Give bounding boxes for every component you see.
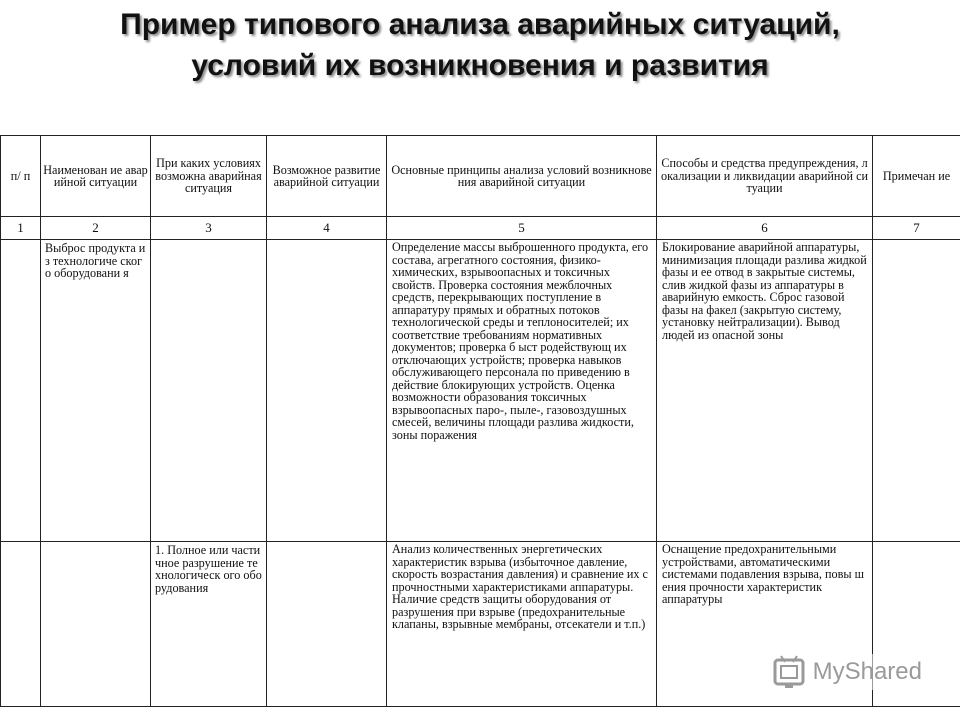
title-line-1: Пример типового анализа аварийных ситуаций, [120, 8, 840, 41]
title-line-2: условий их возникновения и развития [191, 49, 769, 82]
column-number: 5 [387, 217, 657, 240]
table-cell: Блокирование аварийной аппаратуры, минимизация площади разлива жидкой фазы и ее отвод в закрытые системы, слив жидкой фазы из аппаратуры в аварийную емкость. Сброс газовой фазы на факел (закрытую систему, установку нейтрализации). Вывод людей из опасной зоны [657, 240, 873, 542]
table-row [1, 240, 960, 542]
table-cell: Оснащение предохранительными устройствами, автоматическими системами подавления взрыва, повы ш ения прочности характеристик аппаратуры [657, 542, 873, 707]
header-cell: п/ п [1, 136, 41, 217]
table-cell [1, 240, 41, 542]
header-cell: При каких условиях возможна аварийная ситуация [151, 136, 267, 217]
header-cell: Способы и средства предупреждения, локализации и ликвидации аварийной ситуации [657, 136, 873, 217]
column-number-row [1, 217, 960, 240]
header-cell: Возможное развитие аварийной ситуации [267, 136, 387, 217]
table-cell [1, 542, 41, 707]
table-cell: Выброс продукта из технологиче ского оборудовани я [41, 240, 151, 542]
table-cell [873, 240, 960, 542]
table-cell [267, 240, 387, 542]
column-number: 3 [151, 217, 267, 240]
column-number: 6 [657, 217, 873, 240]
table-cell [267, 542, 387, 707]
table-cell: Определение массы выброшенного продукта, его состава, агрегатного состояния, физико-химических, взрывоопасных и токсичных свойств. Проверка состояния межблочных средств, перекрывающих поступление в аппаратуру прямых и обратных потоков технологической среды и теплоносителей; их соответствие требованиям нормативных документов; проверка б ыст родействующ их отключающих устройств; проверка навыков обслуживающего персонала по приведению в действие блокирующих устройств. Оценка возможности образования токсичных взрывоопасных паро-, пыле-, газовоздушных смесей, величины площади разлива жидкости, зоны поражения [387, 240, 657, 542]
header-cell: Примечан ие [873, 136, 960, 217]
table-cell [151, 240, 267, 542]
watermark [769, 654, 922, 690]
table-cell: Анализ количественных энергетических характеристик взрыва (избыточное давление, скорость возрастания давления) и сравнение их с прочностными характеристиками аппаратуры. Наличие средств защиты оборудования от разрушения при взрыве (предохранительные клапаны, взрывные мембраны, отсекатели и т.п.) [387, 542, 657, 707]
column-number: 1 [1, 217, 41, 240]
column-number: 7 [873, 217, 960, 240]
header-cell: Наименован ие аварийной ситуации [41, 136, 151, 217]
column-number: 2 [41, 217, 151, 240]
table-cell [41, 542, 151, 707]
myshared-logo-icon [769, 654, 809, 690]
header-cell: Основные принципы анализа условий возникновения аварийной ситуации [387, 136, 657, 217]
analysis-table [0, 135, 960, 707]
column-number: 4 [267, 217, 387, 240]
table-header-row [1, 136, 960, 217]
table-cell: 1. Полное или частичное разрушение технологическ ого оборудования [151, 542, 267, 707]
watermark-text: MyShared [812, 658, 922, 685]
page-title [0, 4, 960, 86]
